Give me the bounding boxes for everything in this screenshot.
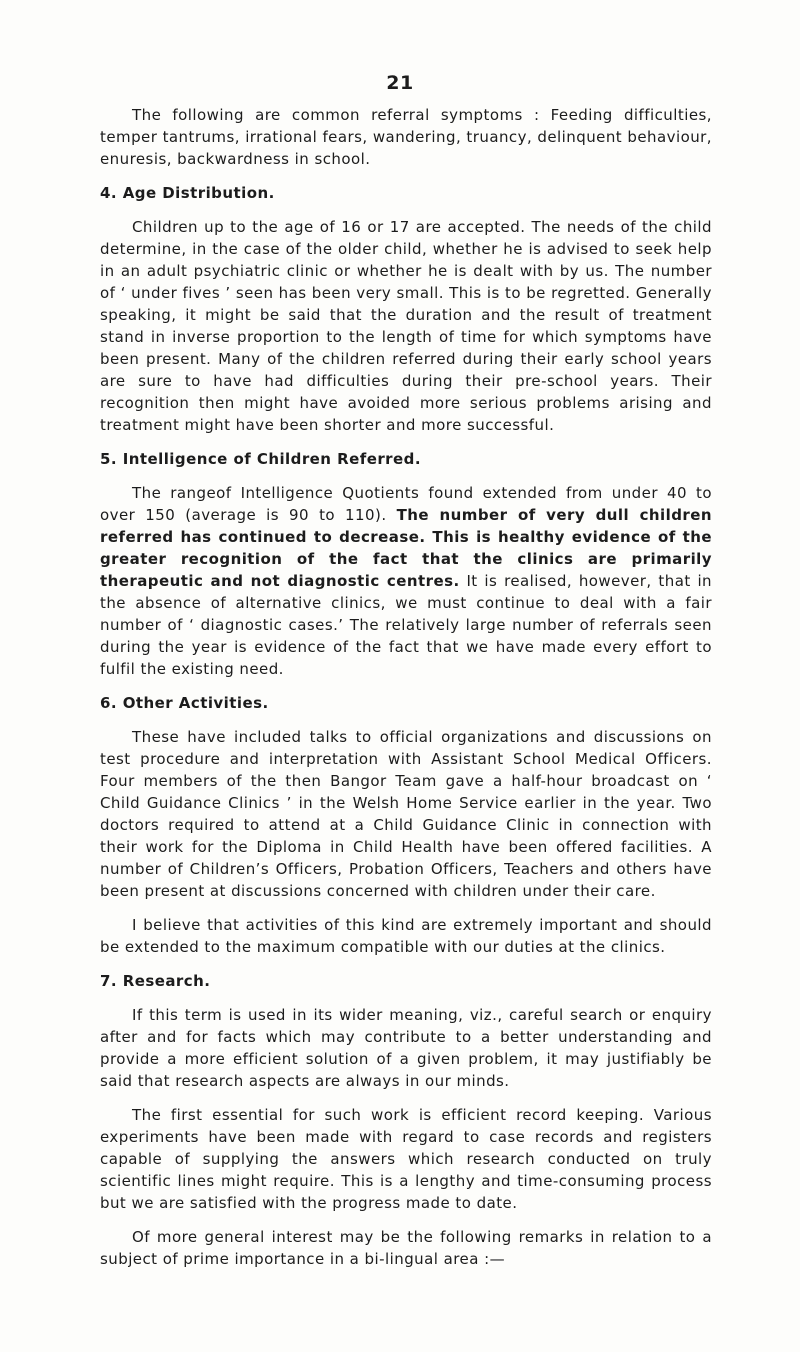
research-paragraph-1: If this term is used in its wider meaning, viz., careful search or enquiry after and for facts which may contribute to a better understanding and provide a more efficient solution of a given problem, it may justifiably be said that research aspects are always in our minds. [100, 1006, 712, 1090]
section-heading-age-distribution: 4. Age Distribution. [100, 184, 275, 202]
section-heading-intelligence: 5. Intelligence of Children Referred. [100, 450, 421, 468]
intro-paragraph: The following are common referral symptoms : Feeding difficulties, temper tantrums, irrational fears, wandering, truancy, delinquent behaviour, enuresis, backwardness in school. [100, 106, 712, 168]
intelligence-text-end: It is realised, however, that in the absence of alternative clinics, we must continue to deal with a fair number of ‘ diagnostic cases.’ The relatively large number of referrals seen during the year is evidence of the fact that we have made every effort to fulfil the existing need. [100, 572, 713, 678]
page-number: 21 [386, 72, 414, 94]
section-heading-other-activities: 6. Other Activities. [100, 694, 269, 712]
intelligence-text-start: The rangeof Intelligence Quotients found extended from under 40 to over 150 (average is 90 to 110). [100, 484, 712, 524]
section-heading-research: 7. Research. [100, 972, 211, 990]
other-activities-paragraph-2: I believe that activities of this kind are extremely important and should be extended to the maximum compatible with our duties at the clinics. [100, 916, 712, 956]
age-distribution-paragraph: Children up to the age of 16 or 17 are accepted. The needs of the child determine, in the case of the older child, whether he is advised to seek help in an adult psychiatric clinic or whether he is dealt with by us. The number of ‘ under fives ’ seen has been very small. This is to be regretted. Generally speaking, it might be said that the duration and the result of treatment stand in inverse proportion to the length of time for which symptoms have been present. Many of the children referred during their early school years are sure to have had difficulties during their pre-school years. Their recognition then might have avoided more serious problems arising and treatment might have been shorter and more successful. [100, 218, 712, 434]
intelligence-text-bold: The number of very dull children referred has continued to decrease. This is healthy evidence of the greater recognition of the fact that the clinics are primarily therapeutic and not diagnostic centres. [100, 506, 713, 590]
research-paragraph-3: Of more general interest may be the following remarks in relation to a subject of prime importance in a bi-lingual area :— [100, 1228, 712, 1268]
intelligence-paragraph [100, 482, 712, 680]
other-activities-paragraph-1: These have included talks to official organizations and discussions on test procedure and interpretation with Assistant School Medical Officers. Four members of the then Bangor Team gave a half-hour broadcast on ‘ Child Guidance Clinics ’ in the Welsh Home Service earlier in the year. Two doctors required to attend at a Child Guidance Clinic in connection with their work for the Diploma in Child Health have been offered facilities. A number of Children’s Officers, Probation Officers, Teachers and others have been present at discussions concerned with children under their care. [100, 728, 712, 900]
research-paragraph-2: The first essential for such work is efficient record keeping. Various experiments have been made with regard to case records and registers capable of supplying the answers which research conducted on truly scientific lines might require. This is a lengthy and time-consuming process but we are satisfied with the progress made to date. [100, 1106, 712, 1212]
page-content [100, 104, 712, 1270]
